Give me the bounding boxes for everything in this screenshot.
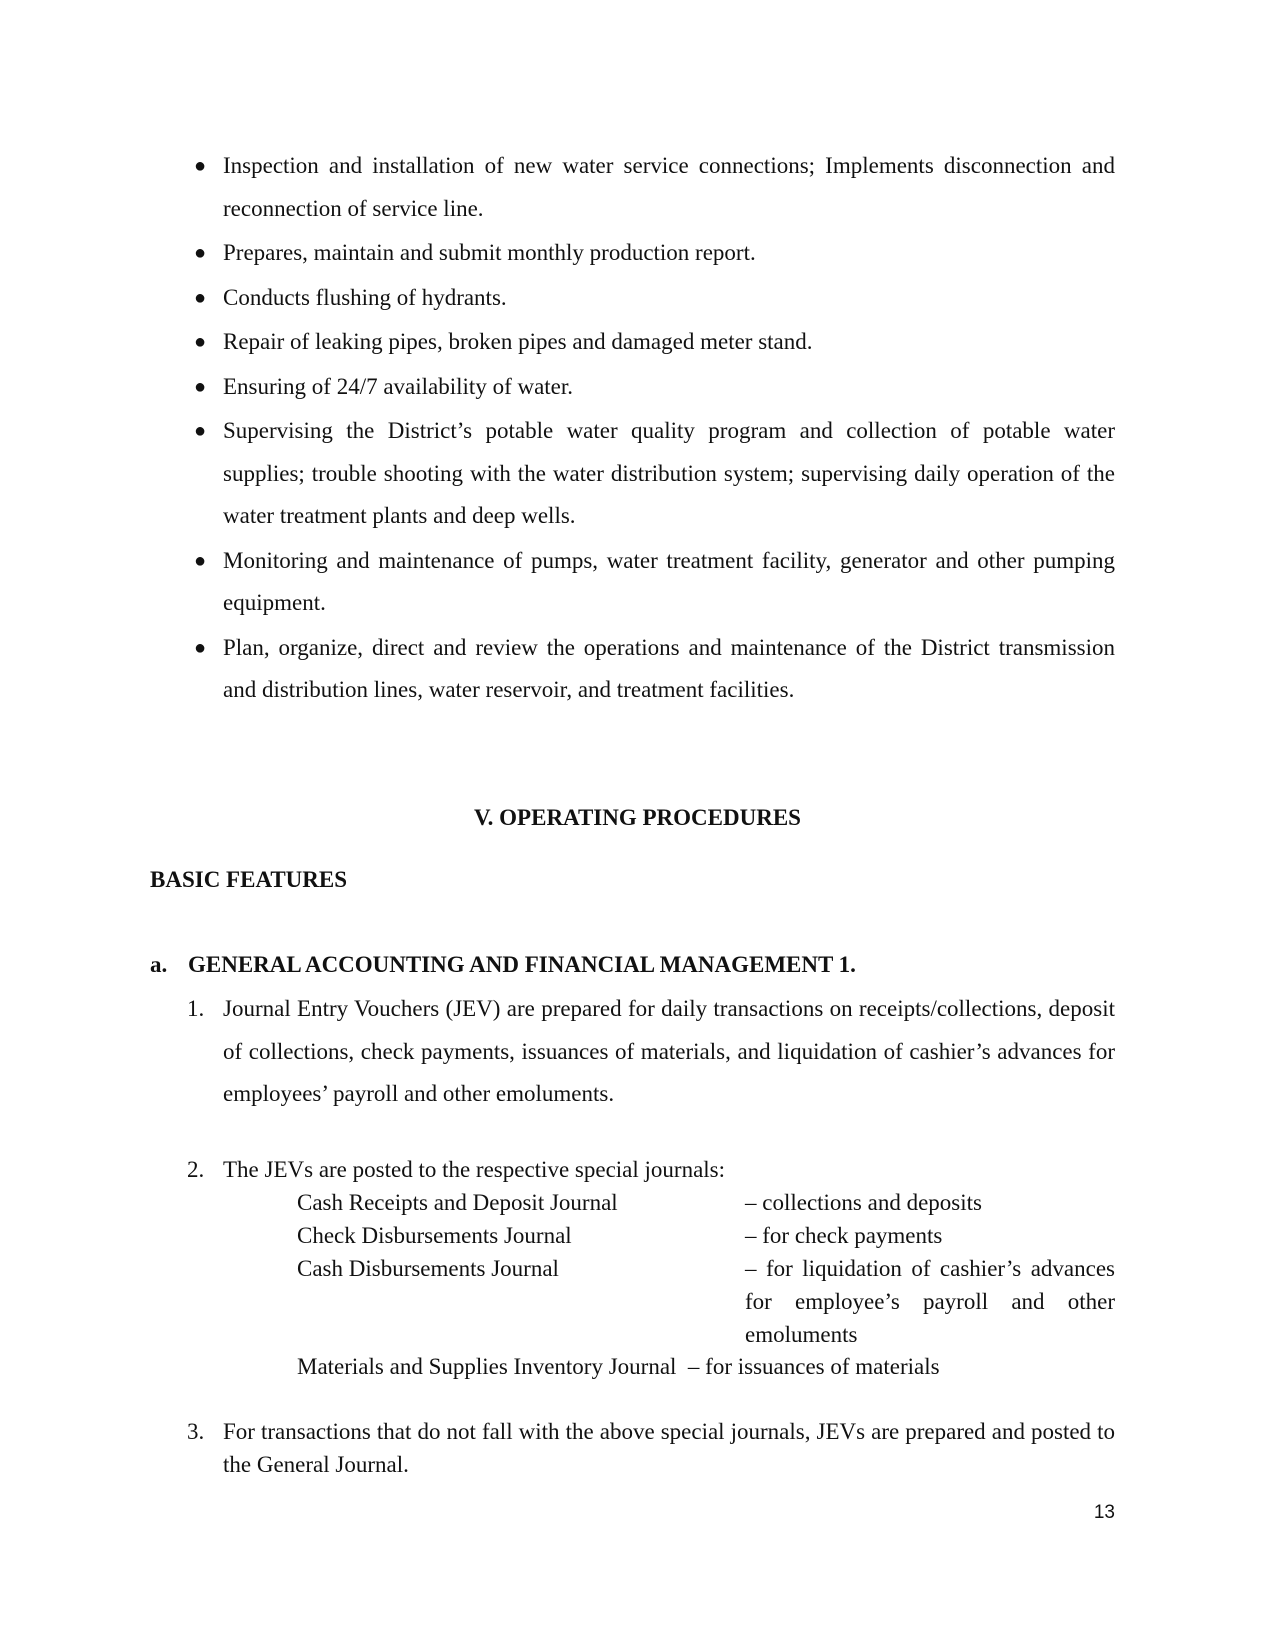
item-text: For transactions that do not fall with the above special journals, JEVs are prepared and posted to the General Journal.	[223, 1419, 1115, 1477]
page-number: 13	[1093, 1502, 1115, 1523]
journal-description: – for check payments	[745, 1223, 943, 1248]
list-item	[190, 366, 1115, 409]
bullet-icon: ●	[193, 420, 207, 442]
journal-row-materials	[297, 1350, 940, 1383]
list-item	[190, 540, 1115, 625]
basic-features-heading: BASIC FEATURES	[150, 867, 348, 892]
list-item	[190, 410, 1115, 538]
list-item-text: Plan, organize, direct and review the operations and maintenance of the District transmission and distribution lines, water reservoir, and treatment facilities.	[223, 634, 1115, 702]
item-text: The JEVs are posted to the respective special journals:	[223, 1157, 726, 1182]
journal-name: Materials and Supplies Inventory Journal	[297, 1354, 677, 1379]
list-item-text: Ensuring of 24/7 availability of water.	[223, 373, 574, 399]
subsection-title: GENERAL ACCOUNTING AND FINANCIAL MANAGEMENT 1.	[188, 952, 856, 977]
list-item-text: Monitoring and maintenance of pumps, water treatment facility, generator and other pumping equipment.	[223, 547, 1115, 615]
section-title: V. OPERATING PROCEDURES	[474, 805, 801, 830]
bullet-icon: ●	[193, 286, 207, 309]
list-item	[190, 277, 1115, 320]
item-number: 1.	[187, 996, 205, 1021]
list-item-text: Inspection and installation of new water service connections; Implements disconnection and reconnection of service line.	[223, 153, 1115, 221]
journal-name: Check Disbursements Journal	[297, 1223, 572, 1248]
list-item-text: Prepares, maintain and submit monthly production report.	[223, 240, 756, 265]
journal-name: Cash Receipts and Deposit Journal	[297, 1190, 618, 1215]
bullet-icon: ●	[193, 331, 207, 353]
bullet-icon: ●	[193, 636, 207, 659]
list-item-text: Supervising the District’s potable water quality program and collection of potable water supplies; trouble shooting with the water distribution system; supervising daily operation of the water treatment plants and deep wells.	[223, 418, 1115, 528]
responsibilities-list	[190, 145, 1115, 714]
item-number: 2.	[187, 1157, 205, 1182]
table-row	[297, 1219, 1115, 1252]
list-item-text: Repair of leaking pipes, broken pipes and damaged meter stand.	[223, 329, 813, 354]
item-number: 3.	[187, 1419, 205, 1444]
list-item-text: Conducts flushing of hydrants.	[223, 284, 507, 310]
list-item	[190, 145, 1115, 230]
list-item	[190, 627, 1115, 712]
numbered-item	[187, 1153, 1115, 1186]
bullet-icon: ●	[193, 375, 207, 398]
item-text: Journal Entry Vouchers (JEV) are prepared for daily transactions on receipts/collections, deposit of collections, check payments, issuances of materials, and liquidation of cashier’s advances for employees’ payroll and other emoluments.	[223, 996, 1115, 1106]
journal-description: – for issuances of materials	[687, 1354, 940, 1379]
table-row	[297, 1252, 1115, 1351]
journal-description: – for liquidation of cashier’s advances for employee’s payroll and other emoluments	[745, 1256, 1115, 1347]
journals-table	[297, 1186, 1115, 1351]
numbered-item	[187, 988, 1115, 1116]
table-row	[297, 1186, 1115, 1219]
bullet-icon: ●	[193, 549, 207, 572]
journal-description: – collections and deposits	[745, 1190, 982, 1215]
list-item	[190, 232, 1115, 275]
bullet-icon: ●	[193, 242, 207, 264]
subsection-letter: a.	[150, 952, 168, 977]
bullet-icon: ●	[193, 155, 207, 177]
numbered-item	[187, 1415, 1115, 1481]
list-item	[190, 321, 1115, 364]
subsection-heading	[150, 952, 856, 978]
journal-name: Cash Disbursements Journal	[297, 1256, 559, 1281]
